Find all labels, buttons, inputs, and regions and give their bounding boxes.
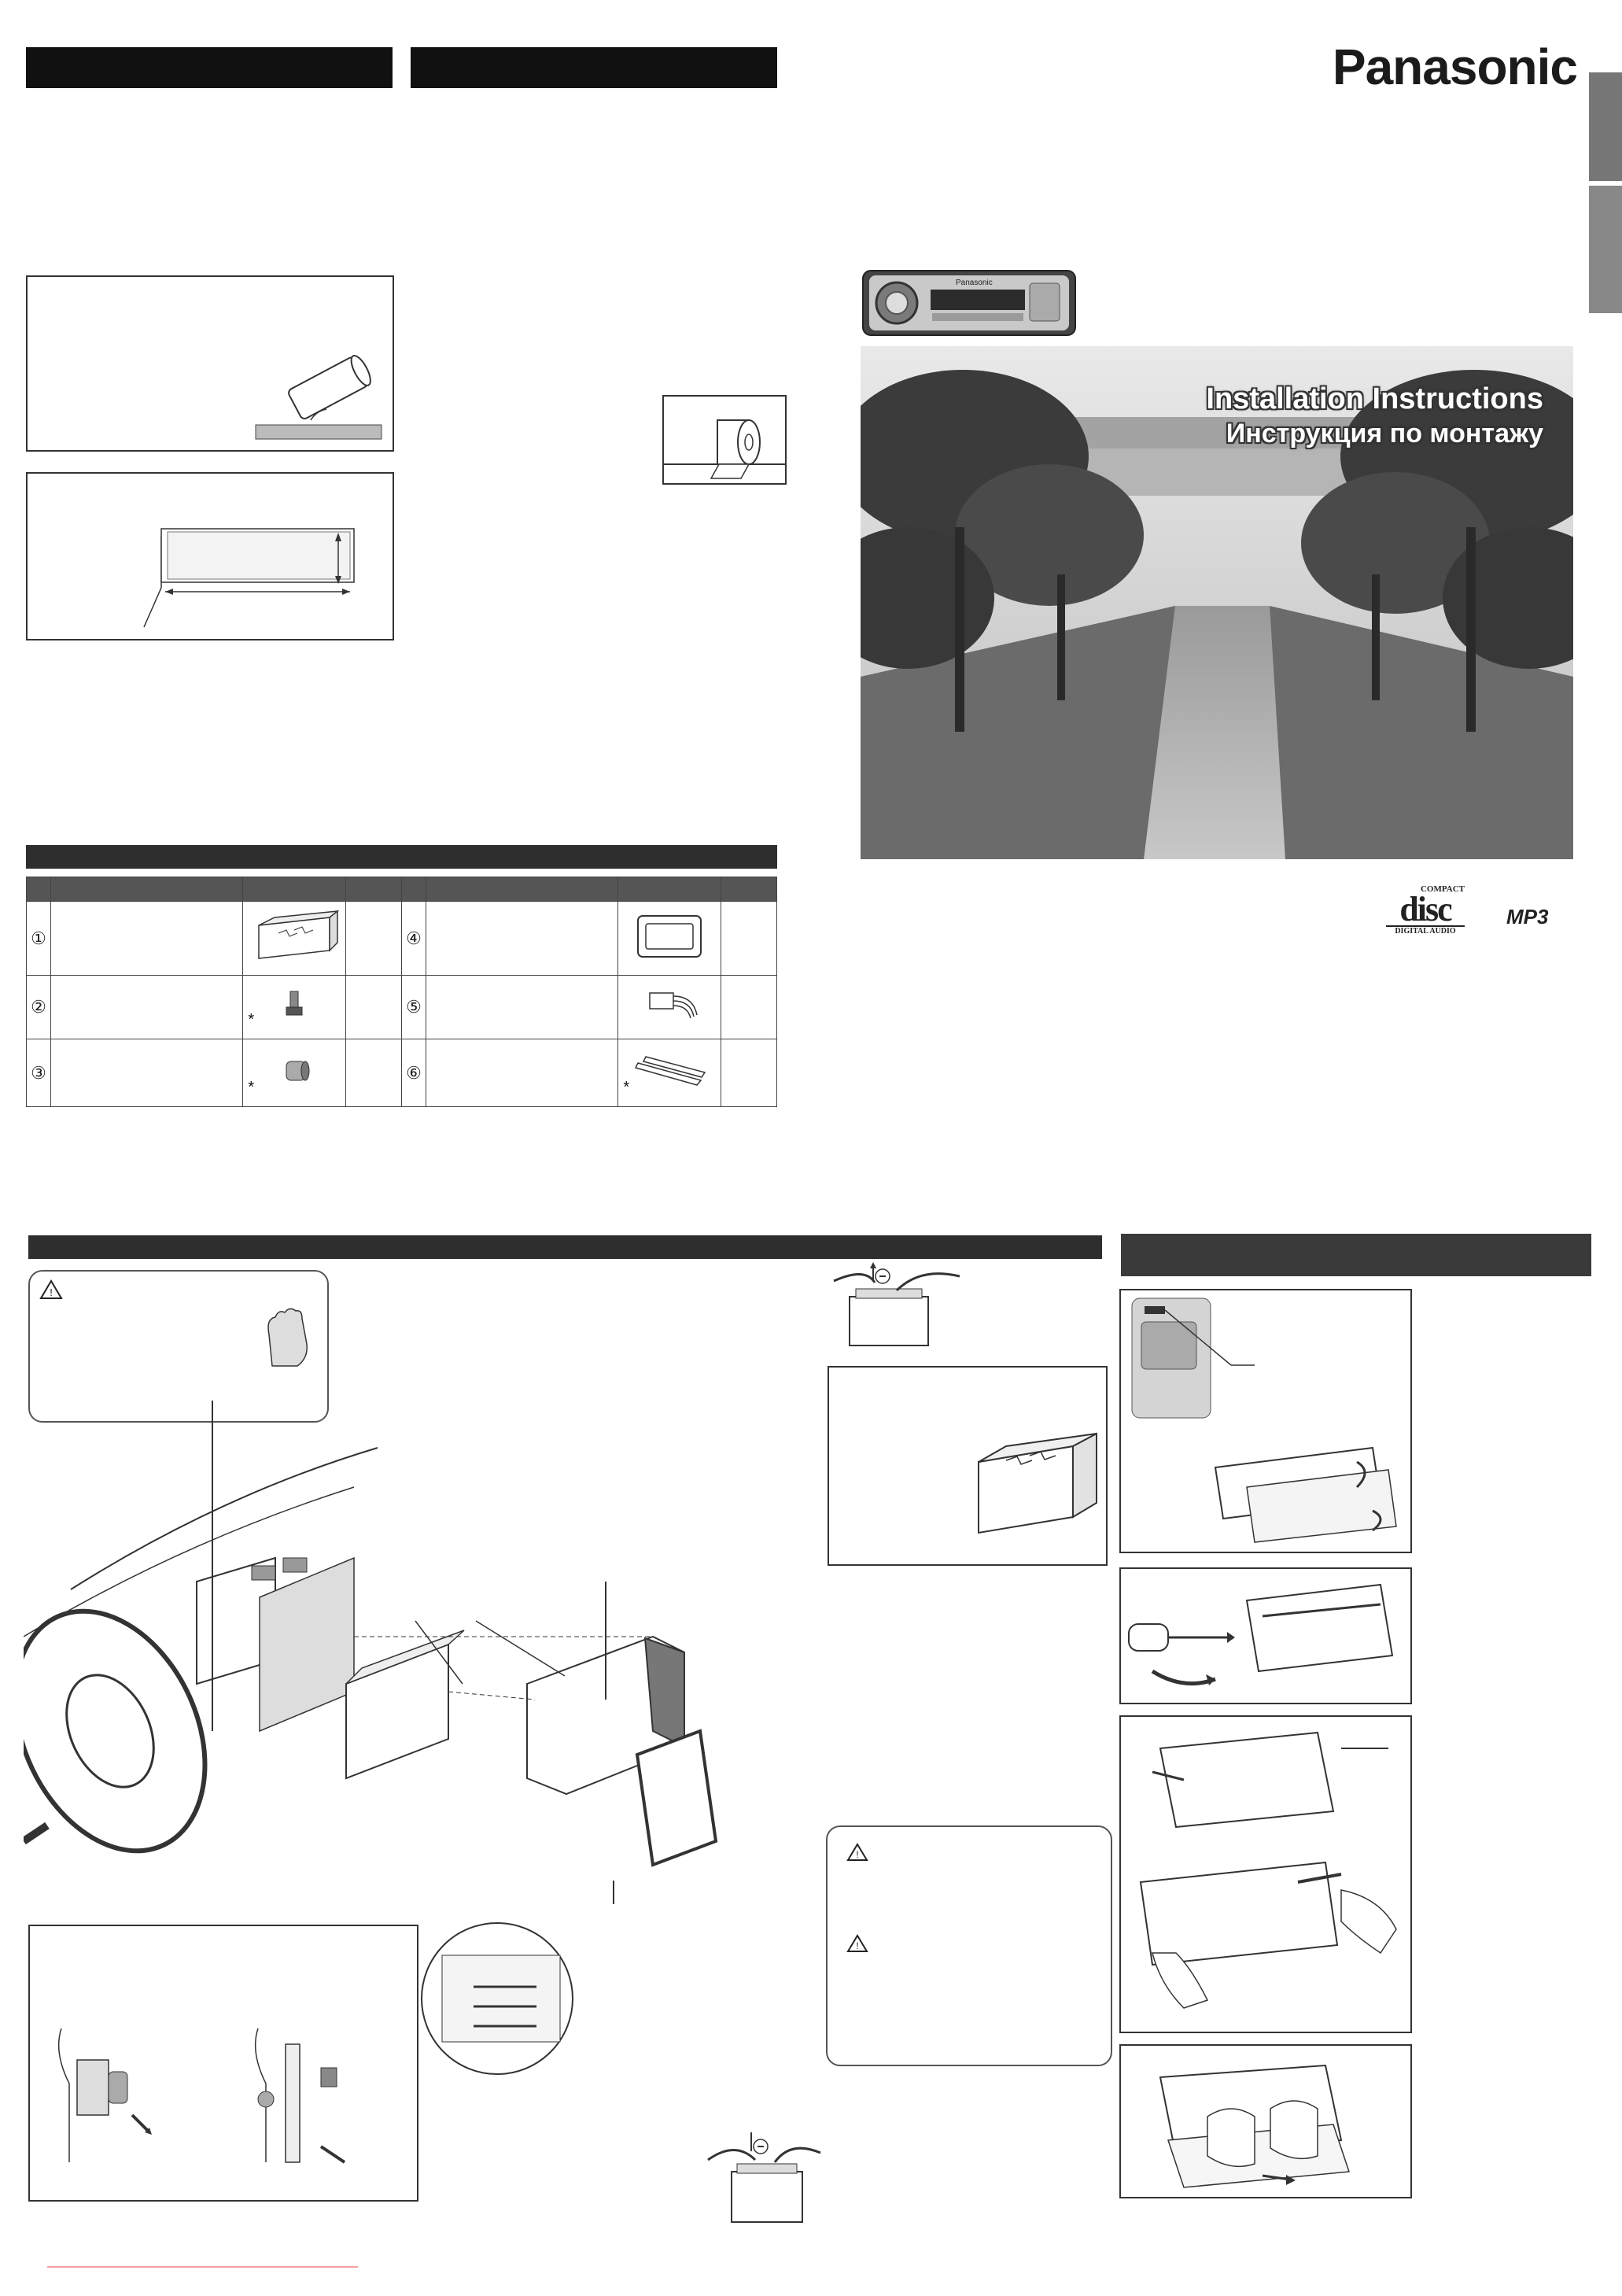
tape-illustration-box — [662, 395, 787, 485]
warning-triangle-icon — [846, 1934, 868, 1953]
compact-disc-logo — [1386, 884, 1465, 951]
cd-logo-top: COMPACT — [1420, 884, 1465, 894]
removal-keys-icon — [618, 1039, 721, 1102]
unit-pullout-illustration — [1121, 2046, 1410, 2197]
parts-table — [26, 877, 777, 1107]
part-note: * — [248, 1011, 255, 1028]
header-tab-left — [26, 47, 393, 88]
svg-text:!: ! — [856, 1940, 859, 1951]
installation-header — [28, 1235, 1102, 1259]
tape-icon — [664, 397, 785, 483]
collar-tabs-box — [828, 1366, 1108, 1566]
rear-support-illustration — [30, 1926, 417, 2200]
cover-title-en: Installation Instructions — [1206, 382, 1543, 415]
part-number: ① — [27, 902, 51, 976]
front-panel-removal-illustration — [1121, 1290, 1410, 1552]
brand-logo: Panasonic — [1332, 39, 1577, 95]
removal-step-3 — [1119, 1715, 1412, 2033]
removal-keys-illustration — [1121, 1717, 1410, 2032]
part-note: * — [623, 1079, 630, 1096]
battery-disconnect-illustration — [818, 1259, 975, 1349]
dashboard-installation-diagram — [24, 1401, 802, 1904]
removal-step-2 — [1119, 1567, 1412, 1704]
head-unit-brand: Panasonic — [956, 279, 993, 287]
rear-support-box — [28, 1925, 418, 2202]
cover-photo — [861, 346, 1573, 859]
adhesive-surface-illustration — [28, 277, 393, 450]
part-number: ⑤ — [401, 976, 426, 1039]
part-number: ⑥ — [401, 1039, 426, 1107]
battery-reconnect-illustration — [704, 2124, 822, 2227]
mounting-collar-icon — [243, 902, 345, 971]
cd-logo-bottom: DIGITAL AUDIO — [1386, 925, 1465, 936]
collar-detail-zoom — [418, 1920, 576, 2077]
installation-exploded-view — [24, 1401, 802, 1904]
head-unit-image — [861, 268, 1077, 338]
warning-triangle-icon — [39, 1279, 63, 1300]
surface-cleaning-box — [26, 275, 394, 452]
mp3-logo: MP3 — [1506, 905, 1549, 928]
removal-step-1 — [1119, 1289, 1412, 1553]
caution-box — [28, 1270, 329, 1423]
cover-title-ru: Инструкция по монтажу — [1226, 419, 1543, 448]
header-tab-right — [411, 47, 777, 88]
cd-logo-main: disc — [1399, 890, 1451, 928]
supplied-parts-header — [26, 845, 777, 869]
rubber-bush-icon — [243, 1039, 345, 1102]
glove-icon — [258, 1303, 313, 1370]
footer-rule — [47, 2266, 358, 2268]
power-connector-icon — [618, 976, 721, 1035]
warning-triangle-icon — [846, 1843, 868, 1862]
battery-icon — [818, 1259, 975, 1349]
dimension-illustration — [28, 474, 393, 639]
svg-text:!: ! — [50, 1286, 53, 1298]
battery-icon — [704, 2124, 822, 2227]
svg-text:!: ! — [856, 1849, 859, 1860]
mounting-bolt-icon — [243, 976, 345, 1035]
dimension-box — [26, 472, 394, 640]
trim-plate-icon — [618, 902, 721, 971]
part-number: ② — [27, 976, 51, 1039]
language-tab-2 — [1589, 186, 1622, 313]
removal-step-4 — [1119, 2044, 1412, 2198]
part-number: ④ — [401, 902, 426, 976]
removal-header — [1121, 1234, 1591, 1276]
part-note: * — [248, 1079, 255, 1096]
screwdriver-illustration — [1121, 1569, 1410, 1703]
warning-box — [826, 1825, 1112, 2066]
language-tab-1 — [1589, 72, 1622, 181]
part-number: ③ — [27, 1039, 51, 1107]
mounting-collar-illustration — [829, 1368, 1106, 1564]
